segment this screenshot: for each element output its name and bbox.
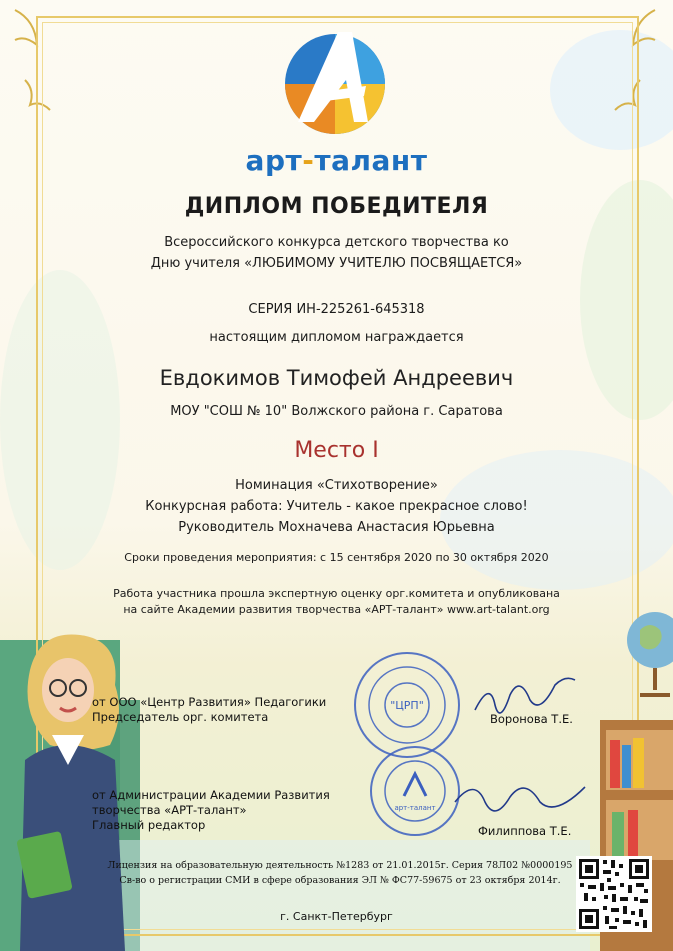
- city: г. Санкт-Петербург: [280, 910, 393, 923]
- nomination-block: [0, 475, 673, 538]
- art-talant-logo-icon: [280, 22, 390, 142]
- awarded-text: настоящим дипломом награждается: [209, 330, 464, 345]
- signatory-2-title: Главный редактор: [92, 818, 206, 832]
- place-award: Место I: [294, 438, 379, 463]
- license-info: [100, 858, 580, 888]
- license-line1: Лицензия на образовательную деятельность №1283 от 21.01.2015г. Серия 78Л02 №0000195: [107, 860, 573, 871]
- nomination: Номинация «Стихотворение»: [235, 478, 438, 493]
- license-line2: Св-во о регистрации СМИ в сфере образования ЭЛ № ФС77-59675 от 23 октября 2014г.: [119, 875, 561, 886]
- recipient-name: Евдокимов Тимофей Андреевич: [159, 366, 514, 390]
- recipient-organization: МОУ "СОШ № 10" Волжского района г. Саратова: [170, 404, 503, 419]
- signatory-2-org: от Администрации Академии Развития: [92, 788, 330, 802]
- signatory-2-org-2: творчества «АРТ-талант»: [92, 803, 247, 817]
- series-number: СЕРИЯ ИН-225261-645318: [248, 302, 425, 317]
- supervisor: Руководитель Мохначева Анастасия Юрьевна: [178, 520, 495, 535]
- expert-note-line2: на сайте Академии развития творчества «АРТ-талант» www.art-talant.org: [123, 603, 550, 616]
- diploma-title: ДИПЛОМ ПОБЕДИТЕЛЯ: [184, 194, 489, 219]
- globe-icon: [610, 600, 673, 710]
- brand-dash: -: [302, 144, 315, 177]
- brand-left: арт: [245, 144, 303, 177]
- competition-work: Конкурсная работа: Учитель - какое прекрасное слово!: [145, 499, 528, 514]
- event-dates: Сроки проведения мероприятия: с 15 сентября 2020 по 30 октября 2020: [124, 551, 549, 564]
- signatory-1-name: Воронова Т.Е.: [490, 712, 573, 726]
- brand-wordmark: [0, 144, 673, 177]
- expert-note: [0, 586, 673, 618]
- signatory-1-title: Председатель орг. комитета: [92, 710, 269, 724]
- signatory-1-block: [92, 695, 326, 725]
- qr-code-icon[interactable]: [576, 856, 652, 932]
- stamp-art-talant-icon: [368, 744, 462, 838]
- signatory-1-org: от ООО «Центр Развития» Педагогики: [92, 695, 327, 709]
- signatory-2-block: [92, 788, 330, 833]
- expert-note-line1: Работа участника прошла экспертную оценку орг.комитета и опубликована: [113, 587, 560, 600]
- brand-right: талант: [314, 144, 428, 177]
- stamp-crp-text: "ЦРП": [390, 699, 424, 712]
- contest-name: Всероссийского конкурса детского творчества ко Дню учителя «ЛЮБИМОМУ УЧИТЕЛЮ ПОСВЯЩАЕТСЯ»: [150, 235, 523, 271]
- stamp-art-talant-text: арт-талант: [394, 804, 436, 812]
- signature-filippova-icon: [450, 772, 590, 822]
- signatory-2-name: Филиппова Т.Е.: [478, 824, 572, 838]
